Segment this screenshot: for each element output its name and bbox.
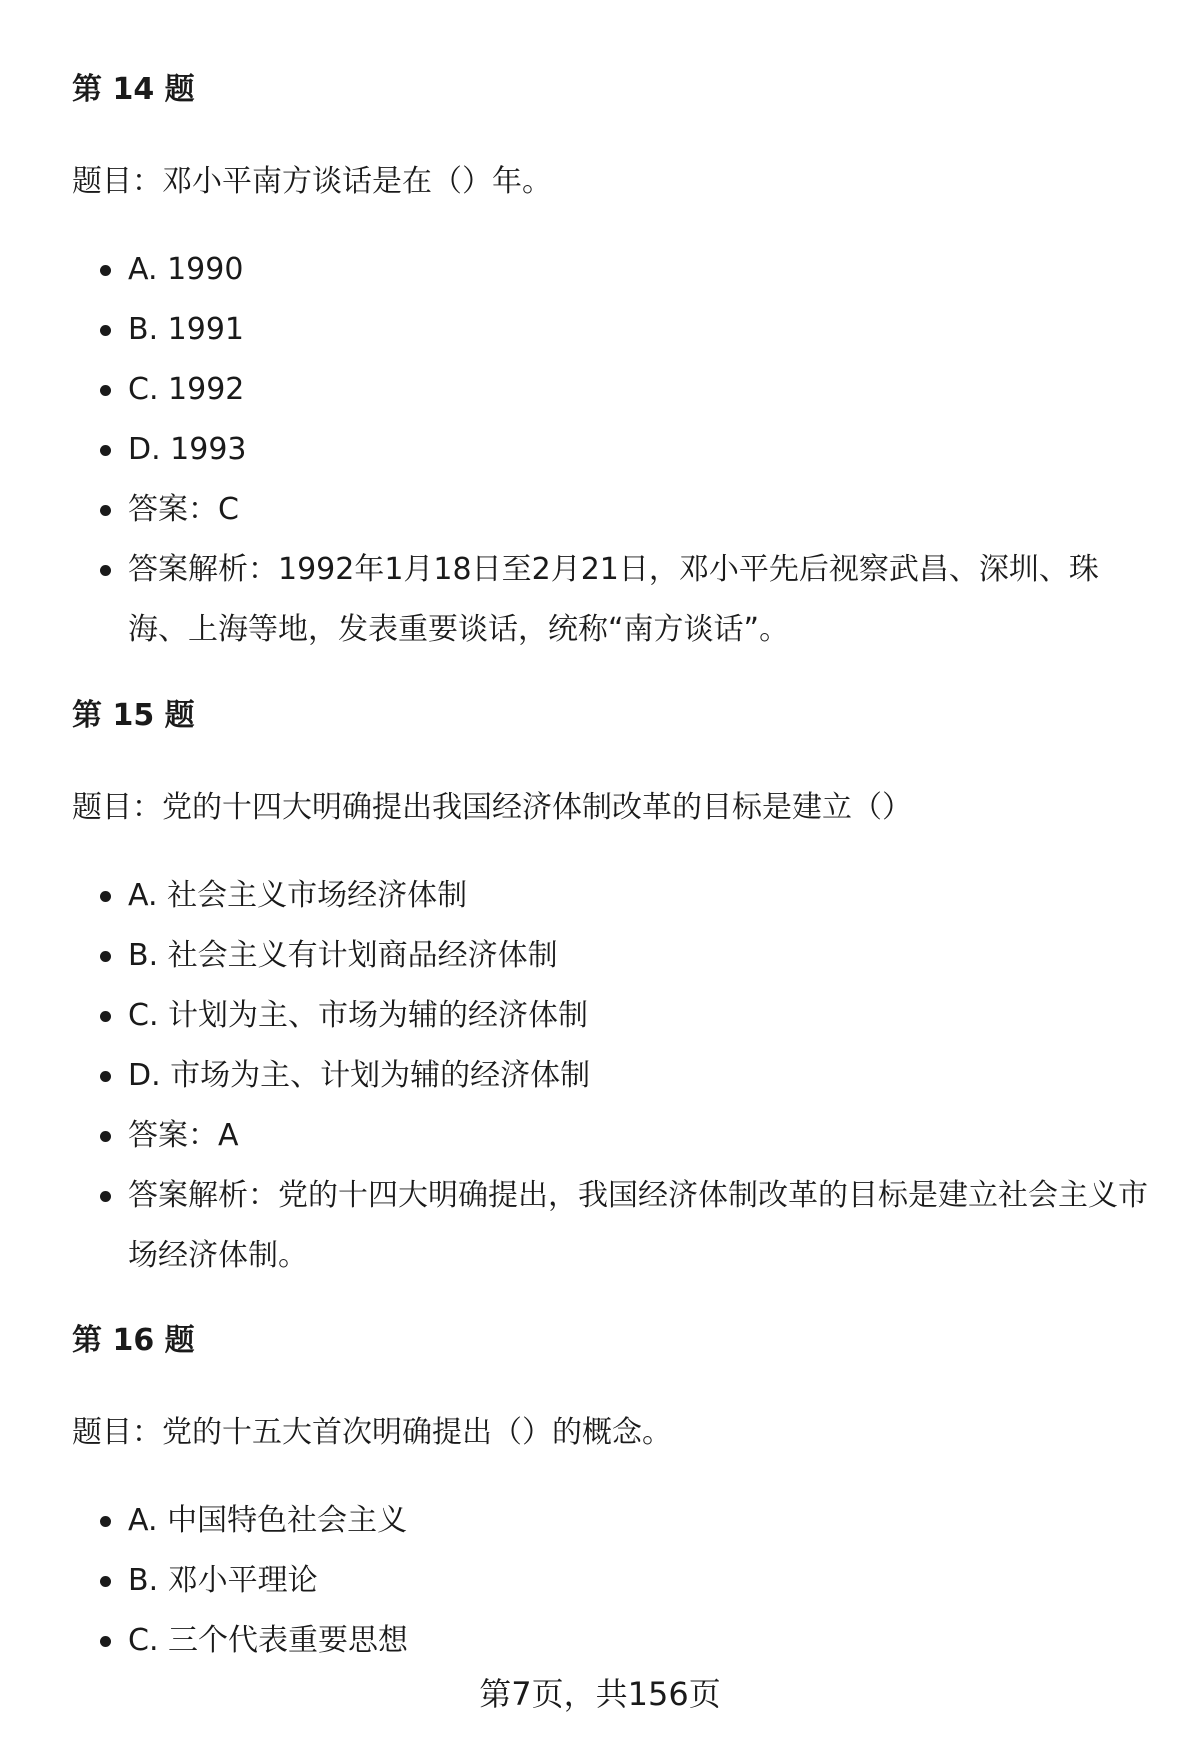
option-a: A. 中国特色社会主义 <box>72 1491 1152 1551</box>
question-15 <box>72 694 1152 1273</box>
page-number: 第7页，共156页 <box>479 1675 721 1713</box>
answer: 答案：C <box>72 480 1152 540</box>
question-number: 第 15 题 <box>72 698 195 733</box>
option-list <box>72 1491 1152 1671</box>
option-c: C. 三个代表重要思想 <box>72 1611 1152 1671</box>
option-b: B. 社会主义有计划商品经济体制 <box>72 926 1152 986</box>
option-b: B. 邓小平理论 <box>72 1551 1152 1611</box>
option-c: C. 1992 <box>72 360 1152 420</box>
option-d: D. 市场为主、计划为辅的经济体制 <box>72 1046 1152 1106</box>
option-list <box>72 240 1152 660</box>
answer: 答案：A <box>72 1106 1152 1166</box>
option-d: D. 1993 <box>72 420 1152 480</box>
answer-explanation: 答案解析：党的十四大明确提出，我国经济体制改革的目标是建立社会主义市场经济体制。 <box>72 1166 1152 1286</box>
option-c: C. 计划为主、市场为辅的经济体制 <box>72 986 1152 1046</box>
question-stem: 题目：邓小平南方谈话是在（）年。 <box>72 164 552 199</box>
question-stem: 题目：党的十五大首次明确提出（）的概念。 <box>72 1415 672 1450</box>
question-number: 第 14 题 <box>72 72 195 107</box>
question-14 <box>72 68 1152 647</box>
option-list <box>72 866 1152 1286</box>
option-a: A. 1990 <box>72 240 1152 300</box>
question-16 <box>72 1319 1152 1658</box>
answer-explanation: 答案解析：1992年1月18日至2月21日，邓小平先后视察武昌、深圳、珠海、上海等地，发表重要谈话，统称“南方谈话”。 <box>72 540 1152 660</box>
question-stem: 题目：党的十四大明确提出我国经济体制改革的目标是建立（） <box>72 790 912 825</box>
option-b: B. 1991 <box>72 300 1152 360</box>
option-a: A. 社会主义市场经济体制 <box>72 866 1152 926</box>
question-number: 第 16 题 <box>72 1323 195 1358</box>
